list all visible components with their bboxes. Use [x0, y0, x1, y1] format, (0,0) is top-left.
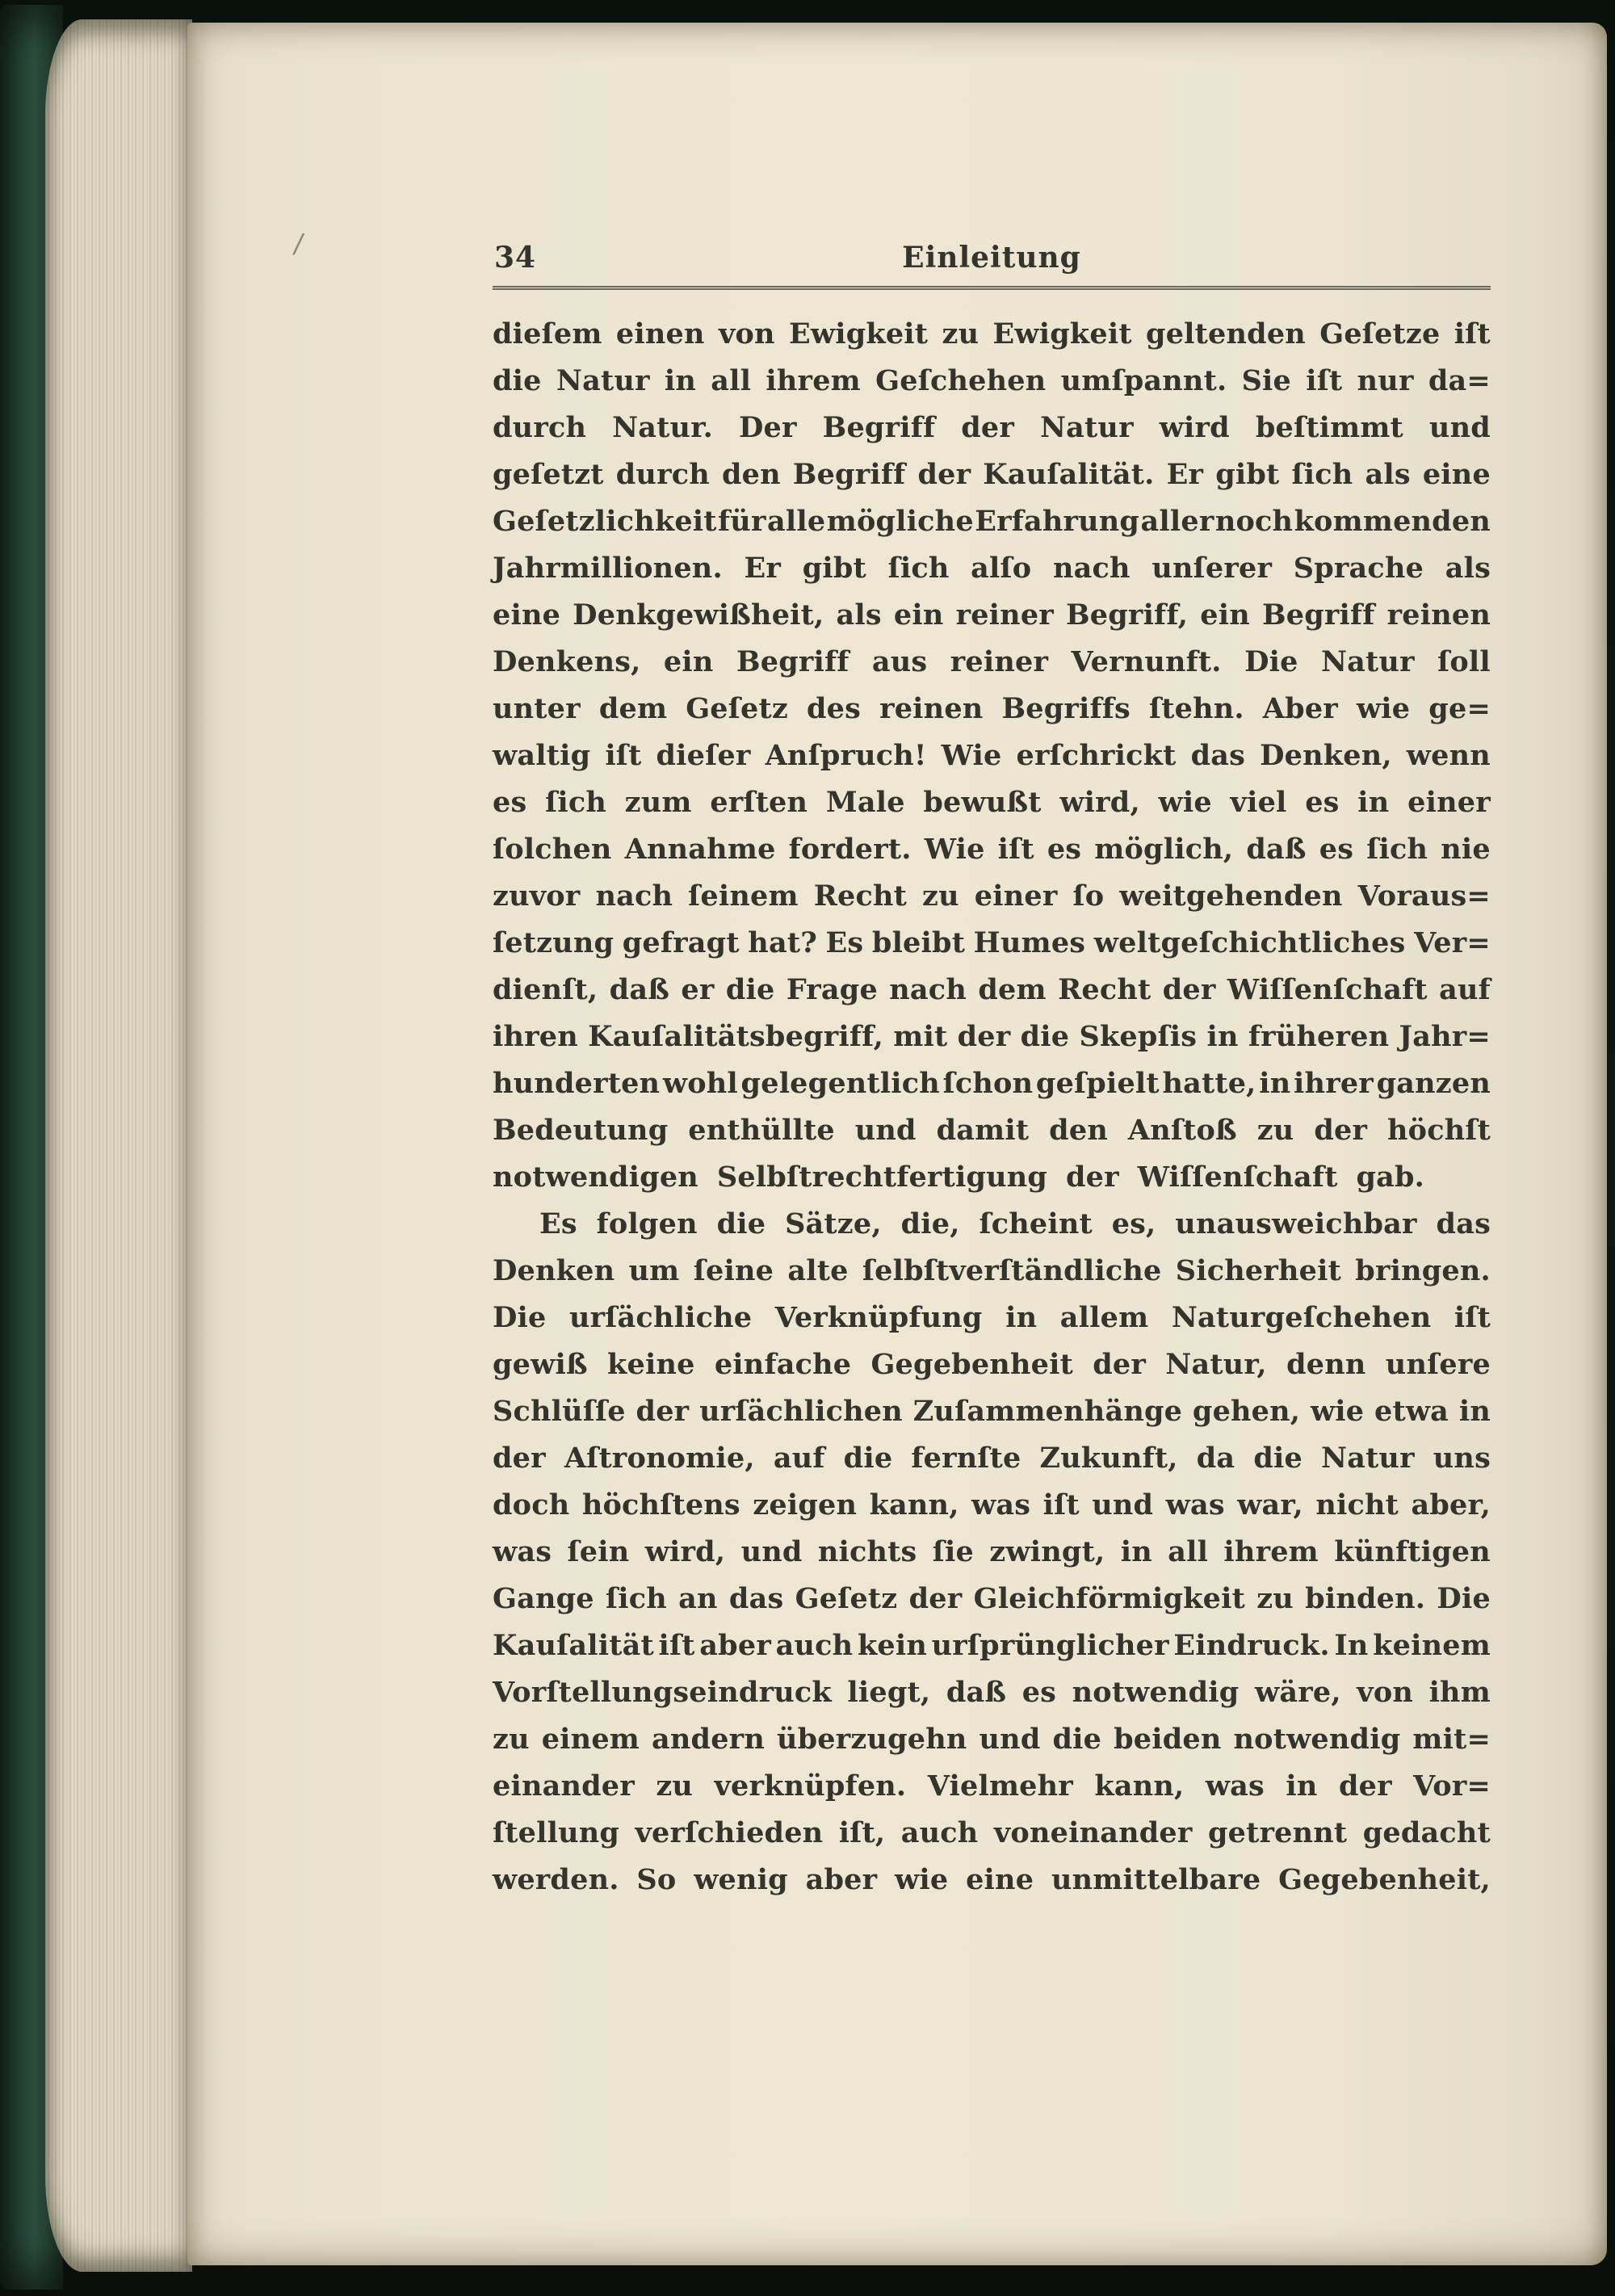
text-line: notwendigen Selbſtrechtfertigung der Wiſſenſchaft gab. [493, 1161, 1425, 1194]
text-line: dieſem einen von Ewigkeit zu Ewigkeit geltenden Geſetze iſt [493, 317, 1491, 350]
text-line: waltig iſt dieſer Anſpruch! Wie erſchrickt das Denken, wenn [493, 739, 1491, 772]
text-line: was ſein wird, und nichts ſie zwingt, in all ihrem künftigen [493, 1535, 1491, 1568]
page-header [493, 239, 1491, 276]
text-block [493, 311, 1491, 1904]
text-line: Geſetzlichkeit für alle mögliche Erfahrung aller noch kommenden [493, 505, 1491, 538]
text-line: Es folgen die Sätze, die, ſcheint es, unausweichbar das [539, 1207, 1491, 1240]
text-line: zuvor nach ſeinem Recht zu einer ſo weitgehenden Voraus= [493, 879, 1491, 913]
text-line: Gange ſich an das Geſetz der Gleichförmigkeit zu binden. Die [493, 1582, 1491, 1615]
text-line: Denkens, ein Begriff aus reiner Vernunft. Die Natur ſoll [493, 645, 1491, 678]
text-line: hunderten wohl gelegentlich ſchon geſpielt hatte, in ihrer ganzen [493, 1067, 1491, 1100]
text-line: der Aſtronomie, auf die fernſte Zukunft, da die Natur uns [493, 1442, 1491, 1475]
text-line: werden. So wenig aber wie eine unmittelbare Gegebenheit, [493, 1863, 1491, 1896]
text-line: ſetzung gefragt hat? Es bleibt Humes weltgeſchichtliches Ver= [493, 926, 1491, 959]
text-line: Kauſalität iſt aber auch kein urſprünglicher Eindruck. In keinem [493, 1629, 1491, 1662]
text-line: doch höchſtens zeigen kann, was iſt und was war, nicht aber, [493, 1488, 1491, 1522]
text-line: gewiß keine einfache Gegebenheit der Natur, denn unſere [493, 1348, 1491, 1381]
text-line: Schlüſſe der urſächlichen Zuſammenhänge gehen, wie etwa in [493, 1395, 1491, 1428]
page-content [493, 239, 1491, 1904]
double-rule [493, 286, 1491, 290]
page-edges [45, 19, 192, 2272]
book-page [187, 23, 1607, 2265]
text-line: zu einem andern überzugehn und die beiden notwendig mit= [493, 1723, 1491, 1756]
text-line: Bedeutung enthüllte und damit den Anſtoß zu der höchſt [493, 1114, 1491, 1147]
header-title: Einleitung [902, 241, 1081, 275]
text-line: einander zu verknüpfen. Vielmehr kann, was in der Vor= [493, 1769, 1491, 1803]
page-number: 34 [494, 241, 537, 275]
text-line: ſtellung verſchieden iſt, auch voneinander getrennt gedacht [493, 1816, 1491, 1849]
text-line: ſolchen Annahme fordert. Wie iſt es möglich, daß es ſich nie [493, 833, 1491, 866]
handwritten-mark: / [292, 227, 306, 261]
text-line: Jahrmillionen. Er gibt ſich alſo nach unſerer Sprache als [493, 552, 1491, 585]
text-line: eine Denkgewißheit, als ein reiner Begriff, ein Begriff reinen [493, 598, 1491, 632]
text-line: Vorſtellungseindruck liegt, daß es notwendig wäre, von ihm [493, 1676, 1491, 1709]
text-line: Denken um ſeine alte ſelbſtverſtändliche Sicherheit bringen. [493, 1254, 1491, 1287]
text-line: geſetzt durch den Begriff der Kauſalität. Er gibt ſich als eine [493, 458, 1491, 491]
text-line: die Natur in all ihrem Geſchehen umſpannt. Sie iſt nur da= [493, 364, 1491, 397]
text-line: es ſich zum erſten Male bewußt wird, wie viel es in einer [493, 786, 1491, 819]
text-line: unter dem Geſetz des reinen Begriffs ſtehn. Aber wie ge= [493, 692, 1491, 725]
text-line: durch Natur. Der Begriff der Natur wird beſtimmt und [493, 411, 1491, 444]
text-line: ihren Kauſalitätsbegriff, mit der die Skepſis in früheren Jahr= [493, 1020, 1491, 1053]
text-line: Die urſächliche Verknüpfung in allem Naturgeſchehen iſt [493, 1301, 1491, 1334]
text-line: dienſt, daß er die Frage nach dem Recht der Wiſſenſchaft auf [493, 973, 1491, 1006]
